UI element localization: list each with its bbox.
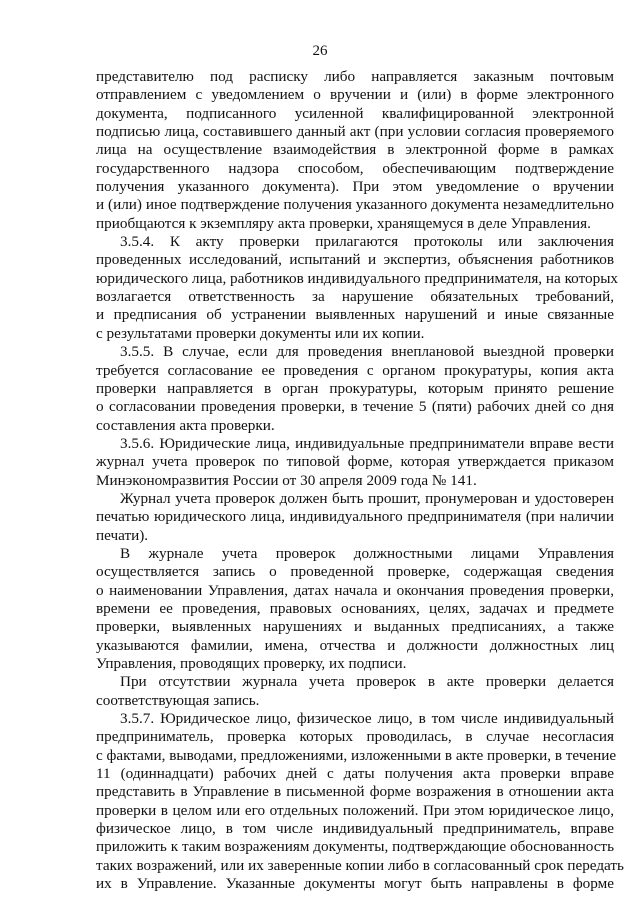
text-line: с фактами, выводами, предложениями, изложенными в акте проверки, в течение <box>96 746 617 764</box>
text-line: юридического лица, работников индивидуального предпринимателя, на которых <box>96 269 618 287</box>
text-line: приложить к таким возражениям документы, подтверждающие обоснованность <box>96 838 614 856</box>
text-line: физическое лицо, в том числе индивидуальный предприниматель, вправе <box>96 820 614 838</box>
text-line: проверки в целом или его отдельных положений. При этом юридическое лицо, <box>96 801 614 819</box>
text-line: приобщаются к экземпляру акта проверки, хранящемуся в деле Управления. <box>96 214 591 232</box>
text-line: о согласовании проведения проверки, в течение 5 (пяти) рабочих дней со дня <box>96 398 614 416</box>
text-line: Управления, проводящих проверку, их подписи. <box>96 655 407 672</box>
text-line: времени ее проведения, правовых основаниях, целях, задачах и предмете <box>96 599 614 617</box>
text-line: Журнал учета проверок должен быть прошит, пронумерован и удостоверен <box>120 489 614 507</box>
text-line: лица на осуществление взаимодействия в электронной форме в рамках <box>96 141 614 159</box>
text-line: и (или) иное подтверждение получения указанного документа незамедлительно <box>96 196 614 214</box>
text-line: отправлением с уведомлением о вручении и (или) в форме электронного <box>96 86 614 104</box>
text-line: указываются фамилии, имена, отчества и должности должностных лиц <box>96 636 614 654</box>
text-line: 3.5.7. Юридическое лицо, физическое лицо, в том числе индивидуальный <box>120 710 614 728</box>
text-line: получения указанного документа). При этом уведомление о вручении <box>96 178 614 196</box>
text-line: печатью юридического лица, индивидуального предпринимателя (при наличии <box>96 508 614 526</box>
text-line: 3.5.4. К акту проверки прилагаются протоколы или заключения <box>120 233 614 251</box>
text-line: печати). <box>96 526 149 544</box>
text-line: журнал учета проверок по типовой форме, которая утверждается приказом <box>96 453 614 471</box>
text-line: их в Управление. Указанные документы могут быть направлены в форме <box>96 875 614 893</box>
text-line: подписью лица, составившего данный акт (при условии согласия проверяемого <box>96 123 614 141</box>
text-line: и предписания об устранении выявленных нарушений и иные связанные <box>96 306 614 324</box>
text-line: При отсутствии журнала учета проверок в акте проверки делается <box>120 673 614 691</box>
text-line: представить в Управление в письменной форме возражения в отношении акта <box>96 783 614 801</box>
text-line: В журнале учета проверок должностными лицами Управления <box>120 544 614 562</box>
page-number: 26 <box>312 43 328 59</box>
text-line: проведенных исследований, испытаний и экспертиз, объяснения работников <box>96 251 614 269</box>
text-line: с результатами проверки документы или их копии. <box>96 324 425 342</box>
text-line: государственного надзора способом, обеспечивающим подтверждение <box>96 159 614 177</box>
text-line: проверки, выявленных нарушениях и выданных предписаниях, а также <box>96 618 614 636</box>
text-line: о наименовании Управления, датах начала и окончания проведения проверки, <box>96 581 614 599</box>
text-line: 3.5.6. Юридические лица, индивидуальные предприниматели вправе вести <box>120 434 614 452</box>
text-line: Минэкономразвития России от 30 апреля 2009 года № 141. <box>96 471 477 489</box>
text-line: соответствующая запись. <box>96 691 260 709</box>
text-line: возлагается ответственность за нарушение обязательных требований, <box>96 288 614 306</box>
text-line: осуществляется запись о проведенной проверке, содержащая сведения <box>96 563 614 581</box>
text-line: документа, подписанного усиленной квалифицированной электронной <box>96 104 614 122</box>
text-line: таких возражений, или их заверенные копии либо в согласованный срок передать <box>96 856 624 874</box>
text-line: предприниматель, проверка которых проводилась, в случае несогласия <box>96 728 614 746</box>
text-line: проверки направляется в орган прокуратуры, которым принято решение <box>96 379 614 397</box>
text-line: требуется согласование ее проведения с органом прокуратуры, копия акта <box>96 361 614 379</box>
text-line: составления акта проверки. <box>96 416 275 434</box>
text-line: представителю под расписку либо направляется заказным почтовым <box>96 68 614 85</box>
text-line: 11 (одиннадцати) рабочих дней с даты получения акта проверки вправе <box>96 765 614 783</box>
document-body <box>96 68 624 893</box>
text-line: 3.5.5. В случае, если для проведения внеплановой выездной проверки <box>120 343 614 361</box>
